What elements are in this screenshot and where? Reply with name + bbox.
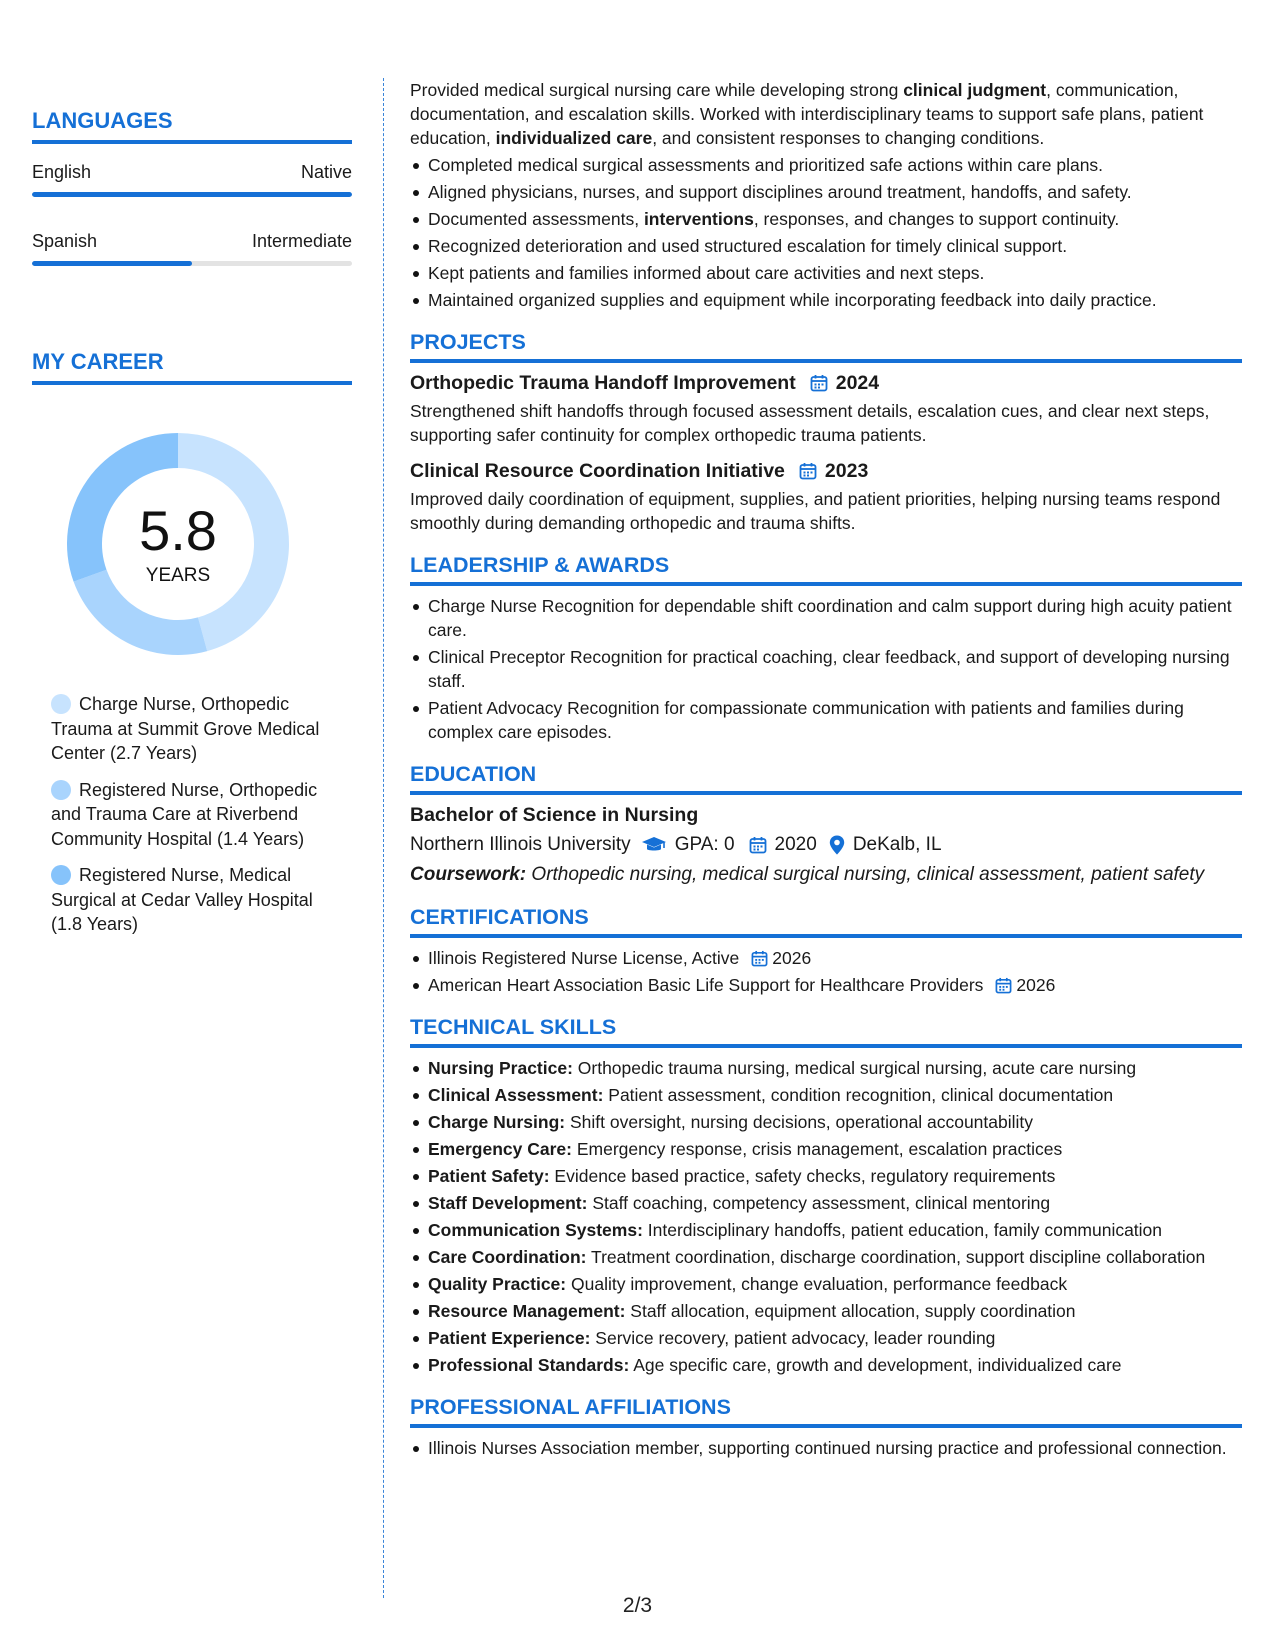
- career-total-unit: YEARS: [145, 565, 211, 586]
- language-level-bar: [32, 261, 352, 266]
- skill-values: Shift oversight, nursing decisions, operational accountability: [565, 1112, 1034, 1132]
- certification-name: Illinois Registered Nurse License, Active: [428, 948, 740, 968]
- project-title: Orthopedic Trauma Handoff Improvement: [410, 372, 796, 394]
- experience-bullets: [410, 153, 1242, 312]
- education-location: DeKalb, IL: [852, 834, 942, 855]
- calendar-icon: [751, 950, 768, 967]
- skill-item: [410, 1353, 1242, 1377]
- education-item: [410, 803, 1242, 887]
- legend-label: Charge Nurse, Orthopedic Trauma at Summit Grove Medical Center (2.7 Years): [51, 694, 320, 763]
- project-description: Strengthened shift handoffs through focused assessment details, escalation cues, and clear next steps, supporting safer continuity for complex orthopedic trauma patients.: [410, 401, 1210, 445]
- skill-category: Emergency Care:: [428, 1139, 572, 1159]
- legend-dot: [51, 865, 71, 885]
- language-row-spanish: [32, 231, 352, 266]
- project-item: [410, 371, 1242, 447]
- skill-values: Service recovery, patient advocacy, leader rounding: [590, 1328, 996, 1348]
- language-level-fill: [32, 261, 192, 266]
- leadership-heading: LEADERSHIP & AWARDS: [410, 553, 1242, 586]
- language-name: Spanish: [32, 231, 98, 251]
- skill-category: Quality Practice:: [428, 1274, 567, 1294]
- list-item: Kept patients and families informed about care activities and next steps.: [410, 261, 1242, 285]
- project-year: 2024: [835, 372, 880, 394]
- calendar-icon: [995, 977, 1012, 994]
- calendar-icon: [749, 836, 767, 854]
- skill-category: Staff Development:: [428, 1193, 588, 1213]
- certification-year: 2026: [1016, 975, 1056, 995]
- skill-values: Quality improvement, change evaluation, performance feedback: [566, 1274, 1068, 1294]
- legend-dot: [51, 694, 71, 714]
- skill-item: [410, 1299, 1242, 1323]
- legend-label: Registered Nurse, Medical Surgical at Cedar Valley Hospital (1.8 Years): [51, 865, 313, 934]
- list-item: Patient Advocacy Recognition for compassionate communication with patients and families during complex care episodes.: [410, 696, 1242, 744]
- skill-item: [410, 1164, 1242, 1188]
- column-divider: [383, 78, 384, 1598]
- list-item: Clinical Preceptor Recognition for practical coaching, clear feedback, and support of developing nursing staff.: [410, 645, 1242, 693]
- language-name: English: [32, 162, 92, 182]
- education-heading: EDUCATION: [410, 762, 1242, 795]
- skill-item: [410, 1218, 1242, 1242]
- summary-text: , communication, documentation, and escalation skills. Worked with interdisciplinary teams to support safe plans, patient education,: [410, 80, 1204, 148]
- education-school: Northern Illinois University: [410, 834, 631, 855]
- skill-category: Care Coordination:: [428, 1247, 587, 1267]
- skill-item: [410, 1326, 1242, 1350]
- skill-category: Clinical Assessment:: [428, 1085, 604, 1105]
- skill-item: [410, 1245, 1242, 1269]
- list-item: Aligned physicians, nurses, and support disciplines around treatment, handoffs, and safety.: [410, 180, 1242, 204]
- skill-values: Treatment coordination, discharge coordination, support discipline collaboration: [586, 1247, 1206, 1267]
- calendar-icon: [799, 462, 817, 480]
- project-year: 2023: [824, 460, 869, 482]
- list-item: Charge Nurse Recognition for dependable shift coordination and calm support during high acuity patient care.: [410, 594, 1242, 642]
- skill-item: [410, 1137, 1242, 1161]
- certification-year: 2026: [772, 948, 812, 968]
- summary-text: , and consistent responses to changing conditions.: [652, 128, 1045, 148]
- list-item: Maintained organized supplies and equipment while incorporating feedback into daily practice.: [410, 288, 1242, 312]
- language-level-bar: [32, 192, 352, 197]
- list-item: [410, 946, 1242, 970]
- coursework-label: Coursework:: [410, 864, 527, 885]
- certifications-heading: CERTIFICATIONS: [410, 905, 1242, 938]
- map-pin-icon: [829, 835, 845, 855]
- skill-category: Communication Systems:: [428, 1220, 643, 1240]
- certifications-list: [410, 946, 1242, 997]
- career-legend-item: [51, 778, 341, 852]
- career-legend-item: [51, 692, 341, 766]
- skill-values: Staff coaching, competency assessment, clinical mentoring: [587, 1193, 1051, 1213]
- career-heading: MY CAREER: [32, 349, 352, 385]
- summary-emphasis: clinical judgment: [903, 80, 1047, 100]
- skill-category: Nursing Practice:: [428, 1058, 573, 1078]
- list-item: Illinois Nurses Association member, supporting continued nursing practice and professional connection.: [410, 1436, 1242, 1460]
- career-legend-item: [51, 863, 341, 937]
- skill-item: [410, 1191, 1242, 1215]
- skill-values: Evidence based practice, safety checks, regulatory requirements: [549, 1166, 1056, 1186]
- affiliations-list: [410, 1436, 1242, 1460]
- skills-list: [410, 1056, 1242, 1377]
- career-donut-chart: [66, 432, 290, 656]
- skill-values: Staff allocation, equipment allocation, supply coordination: [625, 1301, 1076, 1321]
- project-description: Improved daily coordination of equipment, supplies, and patient priorities, helping nursing teams respond smoothly during demanding orthopedic and trauma shifts.: [410, 489, 1221, 533]
- education-degree: Bachelor of Science in Nursing: [410, 804, 699, 826]
- skill-category: Patient Safety:: [428, 1166, 550, 1186]
- affiliations-heading: PROFESSIONAL AFFILIATIONS: [410, 1395, 1242, 1428]
- education-year: 2020: [774, 834, 817, 855]
- skill-values: Orthopedic trauma nursing, medical surgical nursing, acute care nursing: [572, 1058, 1137, 1078]
- experience-summary: [410, 78, 1242, 150]
- main-content: [410, 78, 1242, 1460]
- skill-category: Professional Standards:: [428, 1355, 630, 1375]
- legend-dot: [51, 780, 71, 800]
- list-item: [410, 973, 1242, 997]
- legend-label: Registered Nurse, Orthopedic and Trauma Care at Riverbend Community Hospital (1.4 Years): [51, 779, 318, 849]
- skill-item: [410, 1110, 1242, 1134]
- language-level: Native: [300, 162, 352, 182]
- skill-item: [410, 1272, 1242, 1296]
- leadership-list: [410, 594, 1242, 744]
- skill-values: Patient assessment, condition recognition, clinical documentation: [603, 1085, 1114, 1105]
- education-coursework: [410, 863, 1242, 887]
- skills-heading: TECHNICAL SKILLS: [410, 1015, 1242, 1048]
- certification-name: American Heart Association Basic Life Support for Healthcare Providers: [428, 975, 984, 995]
- calendar-icon: [810, 374, 828, 392]
- project-title: Clinical Resource Coordination Initiative: [410, 460, 785, 482]
- summary-text: Provided medical surgical nursing care while developing strong: [410, 80, 904, 100]
- skill-category: Patient Experience:: [428, 1328, 591, 1348]
- projects-heading: PROJECTS: [410, 330, 1242, 363]
- career-total-years: 5.8: [139, 499, 217, 562]
- project-item: [410, 459, 1242, 535]
- list-item: Completed medical surgical assessments and prioritized safe actions within care plans.: [410, 153, 1242, 177]
- career-legend: [51, 692, 341, 949]
- skill-values: Age specific care, growth and development, individualized care: [629, 1355, 1122, 1375]
- education-gpa: GPA: 0: [674, 834, 735, 855]
- languages-heading: LANGUAGES: [32, 108, 352, 144]
- list-item: Recognized deterioration and used structured escalation for timely clinical support.: [410, 234, 1242, 258]
- language-level: Intermediate: [251, 231, 352, 251]
- skill-values: Emergency response, crisis management, escalation practices: [571, 1139, 1063, 1159]
- page-number: 2/3: [622, 1594, 653, 1617]
- skill-category: Charge Nursing:: [428, 1112, 566, 1132]
- list-item: Documented assessments, interventions, responses, and changes to support continuity.: [410, 207, 1242, 231]
- language-level-fill: [32, 192, 352, 197]
- language-row-english: [32, 162, 352, 197]
- graduation-cap-icon: [641, 836, 667, 854]
- skill-item: [410, 1083, 1242, 1107]
- skill-category: Resource Management:: [428, 1301, 626, 1321]
- coursework-text: Orthopedic nursing, medical surgical nursing, clinical assessment, patient safety: [531, 864, 1205, 885]
- skill-item: [410, 1056, 1242, 1080]
- skill-values: Interdisciplinary handoffs, patient education, family communication: [642, 1220, 1163, 1240]
- summary-emphasis: individualized care: [495, 128, 653, 148]
